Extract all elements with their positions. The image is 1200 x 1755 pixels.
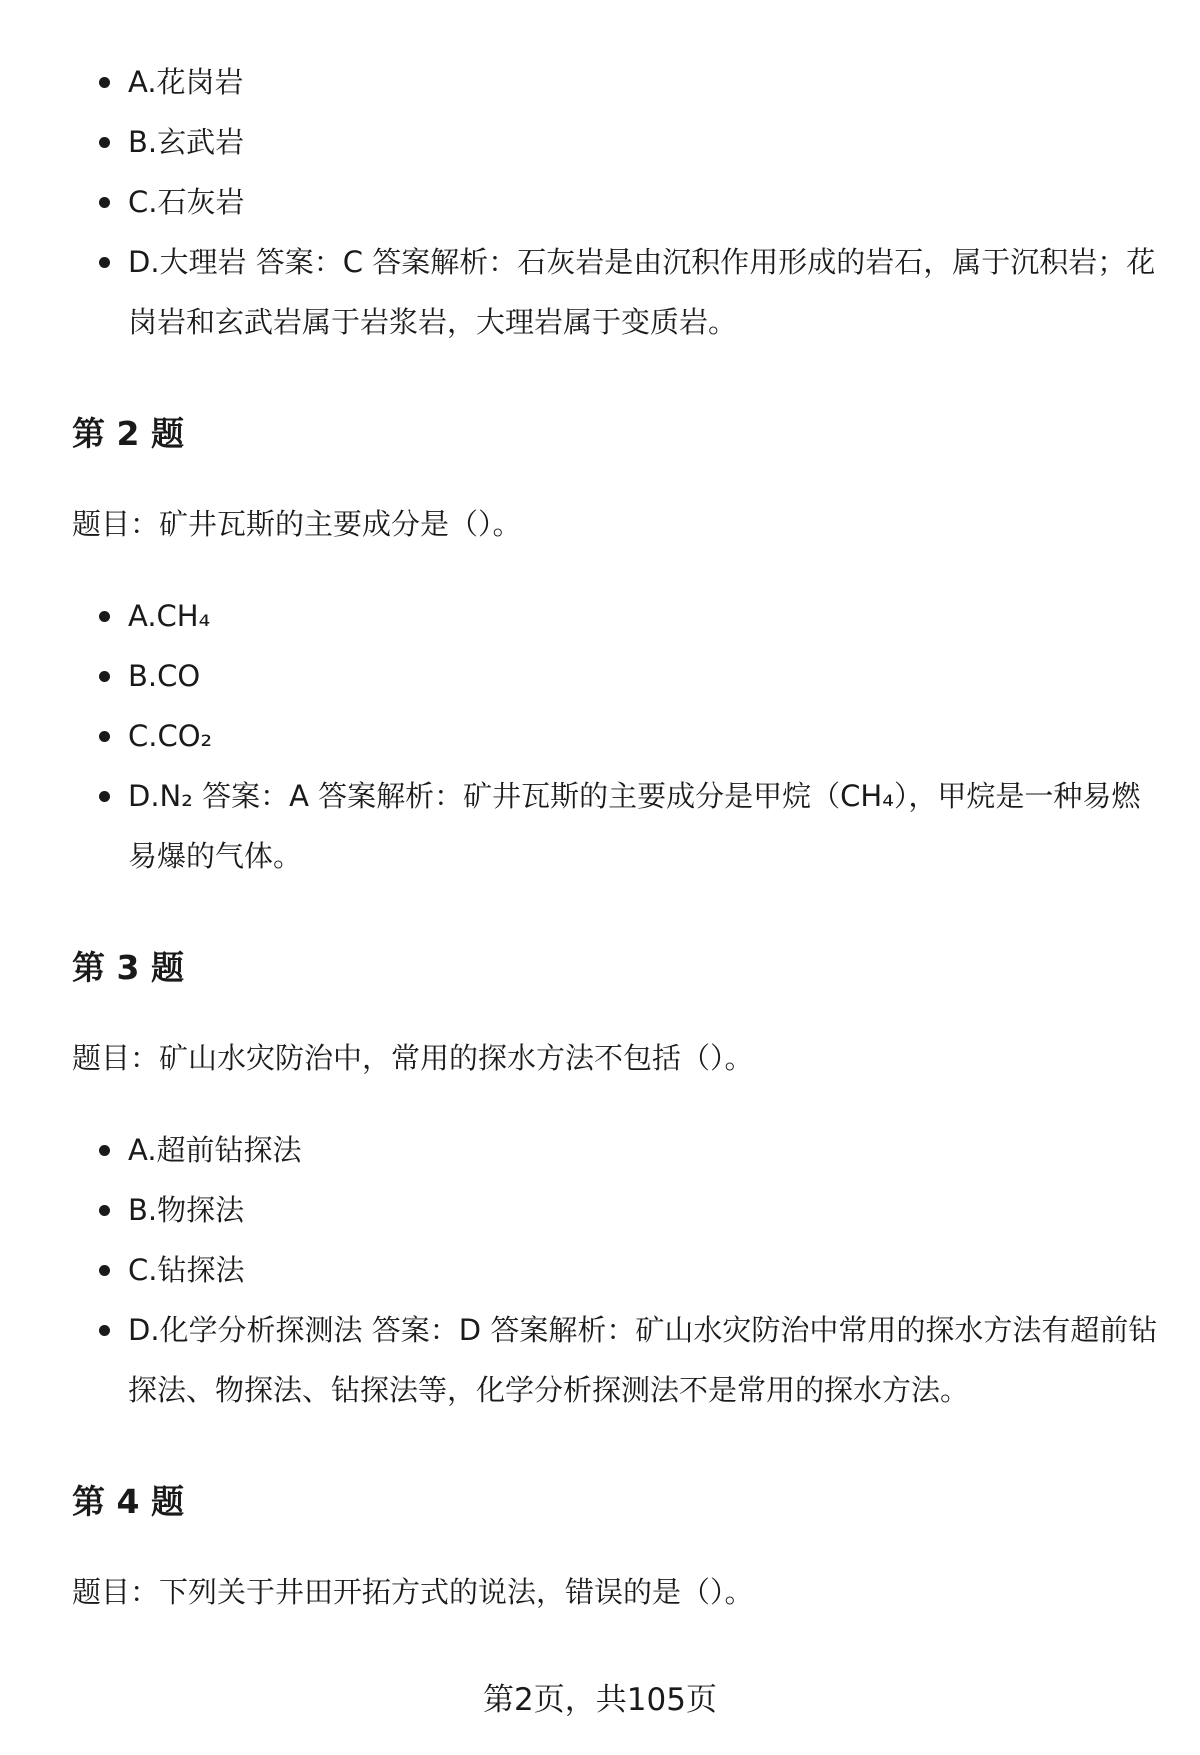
question-2-heading: 第 2 题: [72, 414, 184, 453]
option-item: A.花岗岩: [72, 52, 1162, 112]
document-content: [72, 52, 1162, 1612]
option-item-with-answer: D.N₂ 答案：A 答案解析：矿井瓦斯的主要成分是甲烷（CH₄），甲烷是一种易燃易爆的气体。: [72, 766, 1162, 886]
option-item: C.石灰岩: [72, 172, 1162, 232]
option-item: B.玄武岩: [72, 112, 1162, 172]
question-2-stem: 题目：矿井瓦斯的主要成分是（）。: [72, 507, 522, 541]
option-item: C.CO₂: [72, 706, 1162, 766]
page-footer: 第2页，共105页: [483, 1682, 717, 1718]
question-3-stem: 题目：矿山水灾防治中，常用的探水方法不包括（）。: [72, 1041, 754, 1075]
option-item: B.CO: [72, 646, 1162, 706]
question-2-options: [72, 586, 1162, 886]
question-4-heading: 第 4 题: [72, 1482, 184, 1521]
option-item: B.物探法: [72, 1180, 1162, 1240]
option-item: C.钻探法: [72, 1240, 1162, 1300]
question-3-options: [72, 1120, 1162, 1420]
question-4-stem: 题目：下列关于井田开拓方式的说法，错误的是（）。: [72, 1575, 754, 1609]
option-item: A.超前钻探法: [72, 1120, 1162, 1180]
option-item-with-answer: D.大理岩 答案：C 答案解析：石灰岩是由沉积作用形成的岩石，属于沉积岩；花岗岩和玄武岩属于岩浆岩，大理岩属于变质岩。: [72, 232, 1162, 352]
question-1-options: [72, 52, 1162, 352]
option-item-with-answer: D.化学分析探测法 答案：D 答案解析：矿山水灾防治中常用的探水方法有超前钻探法、物探法、钻探法等，化学分析探测法不是常用的探水方法。: [72, 1300, 1162, 1420]
option-item: A.CH₄: [72, 586, 1162, 646]
question-3-heading: 第 3 题: [72, 948, 184, 987]
